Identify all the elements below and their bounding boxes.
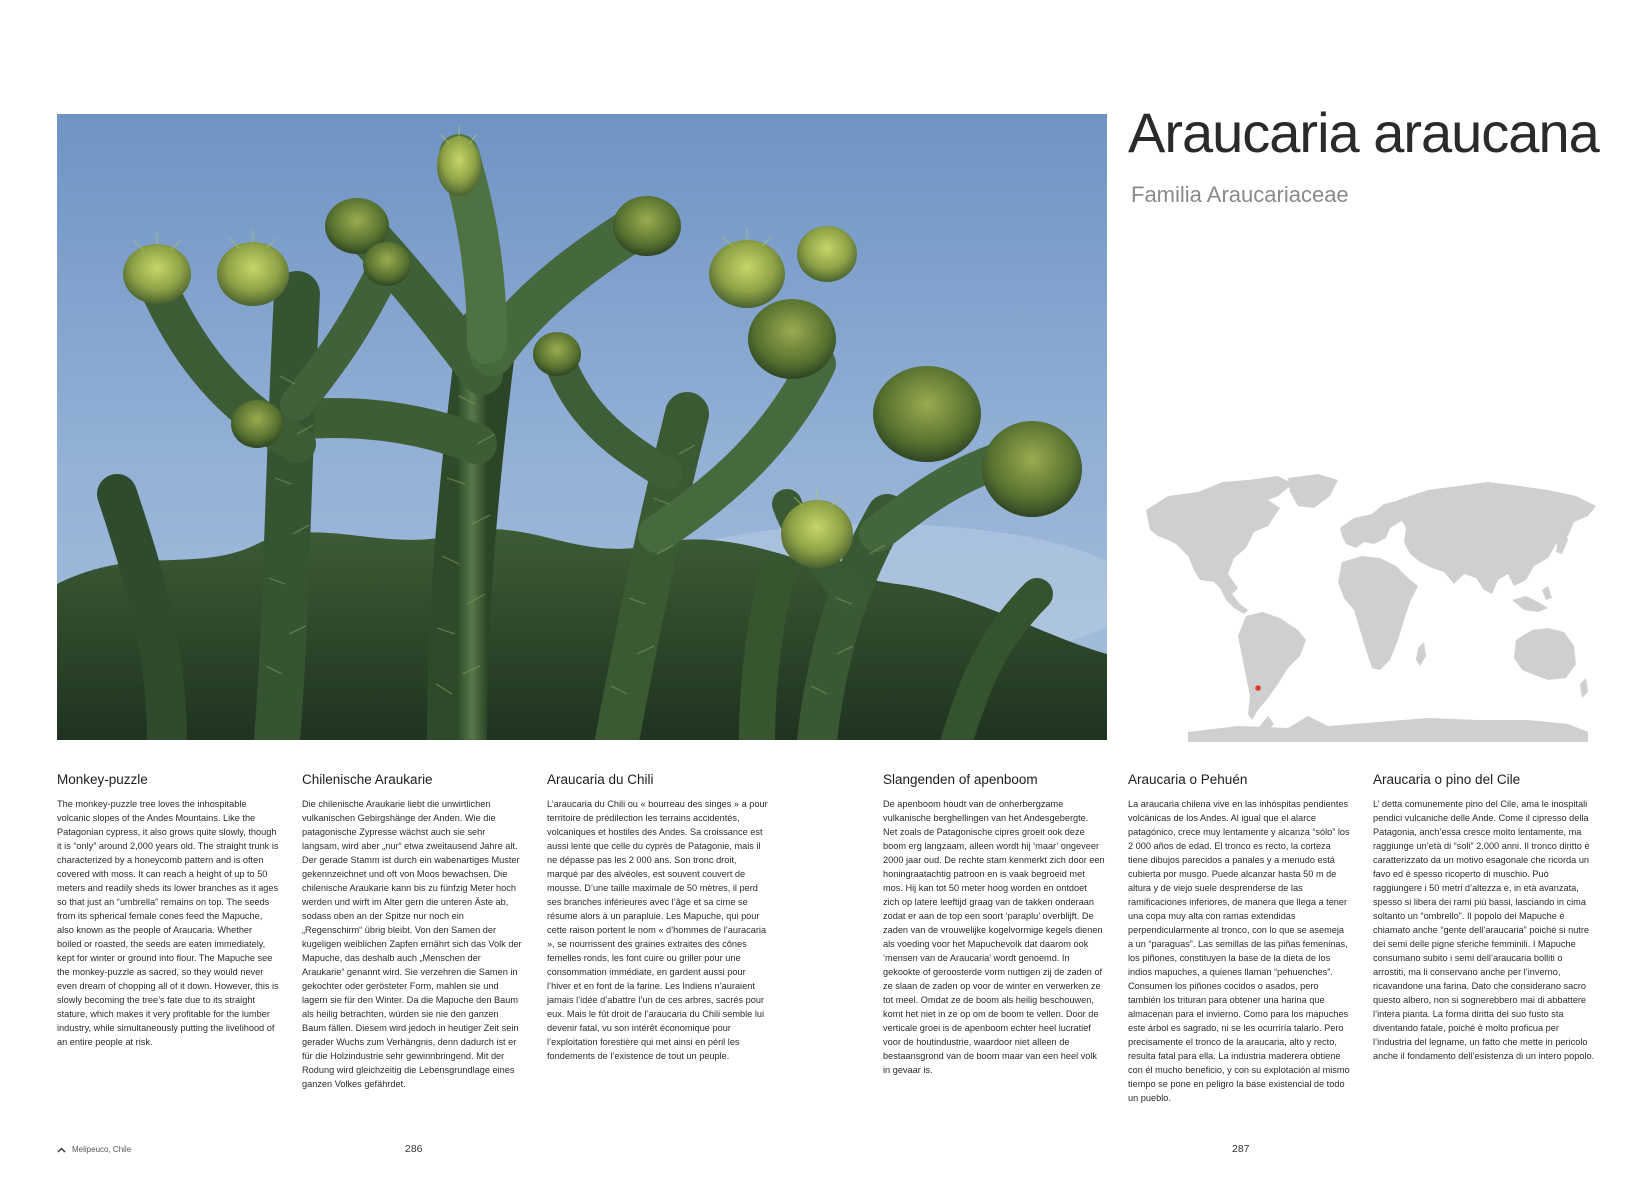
text-column-french	[547, 772, 769, 1063]
column-heading: Chilenische Araukarie	[302, 772, 433, 787]
column-body: La araucaria chilena vive en las inhóspitas pendientes volcánicas de los Andes. Al igual que el alarce patagónico, crece muy lentamente y alcanza “sólo” los 2 000 años de edad. El tronco es recto, la corteza tiene dibujos parecidos a panales y a menudo está cubierta por musgo. Puede alcanzar hasta 50 m de altura y de viejo suele desprenderse de las ramificaciones inferiores, de manera que llega a tener una copa muy alta con ramas extendidas perpendicularmente al tronco, con lo que se asemeja a un “paraguas”. Las semillas de las piñas femeninas, los piñones, constituyen la base de la dieta de los indios mapuches, a quienes llaman “pehuenches”. Consumen los piñones cocidos o asados, pero también los trituran para obtener una harina que almacenan para el invierno. Como para los mapuches este árbol es sagrado, ni se les ocurriría talarlo. Pero precisamente el tronco de la araucaria, alto y recto, resulta fatal para ella. La industria maderera obtiene con él mucho beneficio, y con su explotación al mismo tiempo se pone en peligro la base existencial de todo un pueblo.	[1128, 799, 1350, 1103]
page-number-left: 286	[405, 1143, 423, 1155]
family-subtitle: Familia Araucariaceae	[1131, 182, 1349, 207]
page-title: Araucaria araucana	[1128, 101, 1599, 164]
column-heading: Araucaria du Chili	[547, 772, 654, 787]
column-body: De apenboom houdt van de onherbergzame vulkanische berghellingen van het Andesgebergte. Net zoals de Patagonische cipres groeit ook deze boom erg langzaam, alleen wordt hij ‘maar’ ongeveer 2000 jaar oud. De rechte stam kenmerkt zich door een honingraatachtig patroon en is vaak begroeid met mos. Hij kan tot 50 meter hoog worden en ontdoet zich op latere leeftijd graag van de takken onderaan zodat er aan de top een soort ‘paraplu’ overblijft. De zaden van de vrouwelijke kogelvormige kegels dienen als voeding voor het Mapuchevolk dat daarom ook ‘mensen van de Araucaria’ wordt genoemd. In gekookte of geroosterde vorm nuttigen zij de zaden of ze slaan de zaden op voor de winter en verwerken ze tot meel. Omdat ze de boom als heilig beschouwen, komt het niet in ze op om de boom te vellen. Door de verticale groei is de apenboom echter heel lucratief voor de houtindustrie, waardoor niet alleen de bestaansgrond van de boom maar van een heel volk in gevaar is.	[883, 799, 1105, 1075]
column-heading: Araucaria o pino del Cile	[1373, 772, 1521, 787]
text-column-spanish	[1128, 772, 1350, 1105]
page-number-right: 287	[1232, 1143, 1250, 1155]
caret-up-icon	[57, 1147, 66, 1153]
photo-caption	[57, 1145, 131, 1154]
column-body: The monkey-puzzle tree loves the inhospitable volcanic slopes of the Andes Mountains. Like the Patagonian cypress, it also grows quite slowly, though it is “only” around 2,000 years old. The straight trunk is characterized by a honeycomb pattern and is often covered with moss. It can reach a height of up to 50 meters and readily sheds its lower branches as it ages so that just an “umbrella” remains on top. The seeds from its spherical female cones feed the Mapuche, also known as the people of Araucaria. Whether boiled or roasted, the seeds are eaten immediately, kept for winter or ground into flour. The Mapuche see the monkey-puzzle as sacred, so they would never even dream of chopping all of it down. However, this is slowly becoming the tree’s fate due to its straight stature, which makes it very profitable for the lumber industry, while simultaneously putting the livelihood of an entire people at risk.	[57, 799, 279, 1047]
araucaria-photo	[57, 114, 1107, 740]
text-column-italian	[1373, 772, 1595, 1063]
column-heading: Slangenden of apenboom	[883, 772, 1038, 787]
distribution-marker	[1255, 685, 1261, 691]
column-body: Die chilenische Araukarie liebt die unwirtlichen vulkanischen Gebirgshänge der Anden. Wie die patagonische Zypresse wächst auch sie sehr langsam, wird aber „nur“ etwa zweitausend Jahre alt. Der gerade Stamm ist durch ein wabenartiges Muster gekennzeichnet und oft von Moos bewachsen. Die chilenische Araukarie kann bis zu fünfzig Meter hoch werden und wirft im Alter gern die unteren Äste ab, sodass oben an der Spitze nur noch ein „Regenschirm“ übrig bleibt. Von den Samen der kugeligen weiblichen Zapfen ernährt sich das Volk der Mapuche, das deshalb auch „Menschen der Araukarie“ genannt wird. Sie verzehren die Samen in gekochter oder gerösteter Form, mahlen sie und lagern sie für den Winter. Da die Mapuche den Baum als heilig betrachten, würden sie nie den ganzen Baum fällen. Diesem wird jedoch in heutiger Zeit sein gerader Wuchs zum Verhängnis, denn dadurch ist er für die Holzindustrie sehr gewinnbringend. Mit der Rodung wird gleichzeitig die Lebensgrundlage eines ganzen Volkes gefährdet.	[302, 799, 522, 1089]
world-map-illustration	[1128, 470, 1600, 742]
text-column-german	[302, 772, 524, 1091]
araucaria-photo-illustration	[57, 114, 1107, 740]
text-column-dutch	[883, 772, 1105, 1077]
column-heading: Araucaria o Pehuén	[1128, 772, 1248, 787]
text-column-english	[57, 772, 279, 1049]
column-body: L’ detta comunemente pino del Cile, ama le inospitali pendici vulcaniche delle Ande. Come il cipresso della Patagonia, anch’essa cresce molto lentamente, ma raggiunge un’età di “soli” 2.000 anni. Il tronco diritto è caratterizzato da un motivo esagonale che ricorda un favo ed è spesso ricoperto di muschio. Può raggiungere i 50 metri d’altezza e, in età avanzata, spesso si libera dei rami più bassi, lasciando in cima soltanto un “ombrello”. Il popolo dei Mapuche è chiamato anche “gente dell’araucaria” poiché si nutre dei semi delle pigne sferiche femminili. I Mapuche consumano subito i semi dell’araucaria bolliti o arrostiti, ma li conservano anche per l’inverno, ricavandone una farina. Dato che considerano sacro questo albero, non si sognerebbero mai di abbattere l’intera pianta. La forma diritta del suo fusto sta diventando fatale, poiché è molto proficua per l’industria del legname, un fatto che mette in pericolo anche il fondamento dell’esistenza di un intero popolo.	[1373, 799, 1595, 1061]
distribution-world-map	[1128, 470, 1600, 742]
caption-text: Melipeuco, Chile	[72, 1145, 132, 1154]
column-body: L’araucaria du Chili ou « bourreau des singes » a pour territoire de prédilection les terrains accidentés, volcaniques et hostiles des Andes. Sa croissance est aussi lente que celle du cyprès de Patagonie, mais il ne dépasse pas les 2 000 ans. Son tronc droit, marqué par des alvéoles, est souvent couvert de mousse. D’une taille maximale de 50 mètres, il perd ses branches inférieures avec l’âge et sa cime se résume alors à un parapluie. Les Mapuche, qui pour cette raison portent le nom « d’hommes de l’auracaria », se nourrissent des graines extraites des cônes femelles ronds, les font cuire ou griller pour une consommation immédiate, en gardent aussi pour l’hiver et en font de la farine. Les Indiens n’auraient jamais l’idée d’abattre l’un de ces arbres, sacrés pour eux. Mais le fût droit de l’araucaria du Chili semble lui devenir fatal, vu son intérêt économique pour l’exploitation forestière qui met ainsi en péril les fondements de l’existence de tout un peuple.	[547, 799, 768, 1061]
column-heading: Monkey-puzzle	[57, 772, 148, 787]
